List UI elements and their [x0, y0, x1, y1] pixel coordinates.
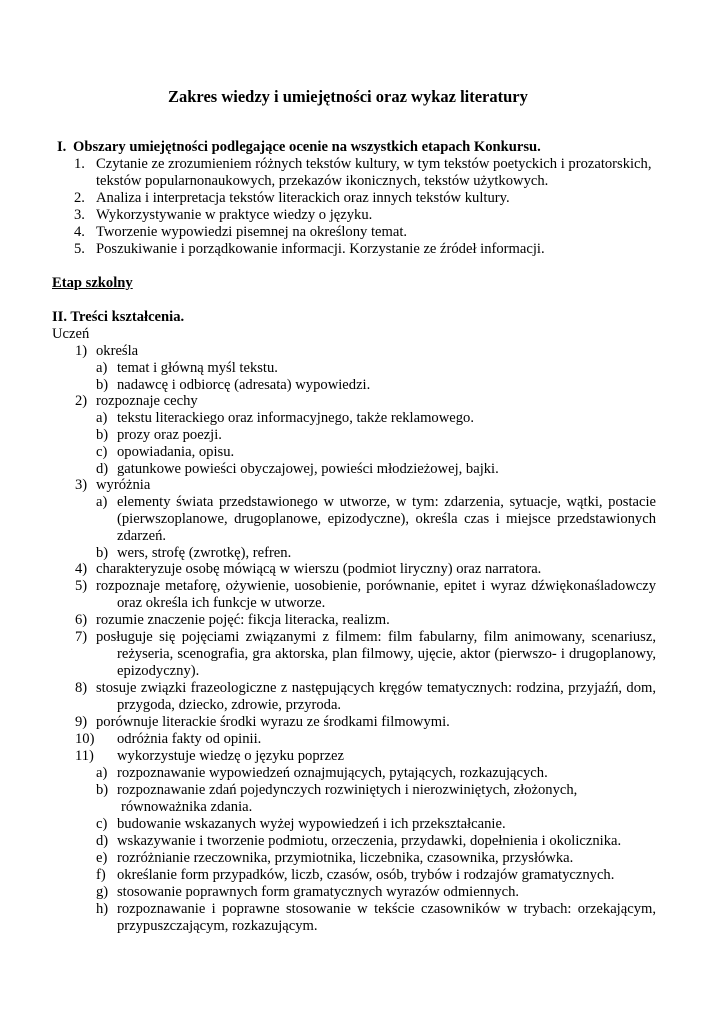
list-number: 4) [75, 561, 88, 577]
sublist-letter: a) [96, 410, 108, 426]
list-item: Czytanie ze zrozumieniem różnych tekstów kultury, w tym tekstów poetyckich i prozatorskich, [96, 156, 652, 172]
list-number: 6) [75, 612, 88, 628]
sublist-letter: b) [96, 377, 109, 393]
sublist-item: tekstu literackiego oraz informacyjnego, także reklamowego. [117, 410, 474, 426]
list-item-continued: reżyseria, scenografia, gra aktorska, plan filmowy, ujęcie, aktor (pierwszo- i drugoplanowy, [117, 646, 656, 662]
sublist-item: wskazywanie i tworzenie podmiotu, orzeczenia, przydawki, dopełnienia i okolicznika. [117, 833, 622, 849]
list-item: Poszukiwanie i porządkowanie informacji. Korzystanie ze źródeł informacji. [96, 241, 545, 257]
list-number: 10) [75, 731, 95, 747]
list-item-continued: epizodyczny). [117, 663, 200, 679]
list-number: 7) [75, 629, 88, 645]
list-item: stosuje związki frazeologiczne z następujących kręgów tematycznych: rodzina, przyjaźń, dom, [96, 680, 656, 696]
sublist-item: rozpoznawanie zdań pojedynczych rozwiniętych i nierozwiniętych, złożonych, [117, 782, 578, 798]
list-item: rozumie znaczenie pojęć: fikcja literacka, realizm. [96, 612, 390, 628]
sublist-item-continued: przypuszczającym, rozkazującym. [117, 918, 318, 934]
sublist-item: rozpoznawanie wypowiedzeń oznajmujących, pytających, rozkazujących. [117, 765, 548, 781]
list-number: 1) [75, 343, 88, 359]
sublist-item: nadawcę i odbiorcę (adresata) wypowiedzi. [117, 377, 371, 393]
list-number: 9) [75, 714, 88, 730]
list-item: wykorzystuje wiedzę o języku poprzez [117, 748, 344, 764]
list-item: wyróżnia [96, 477, 151, 493]
list-number: 3) [75, 477, 88, 493]
sublist-letter: d) [96, 461, 109, 477]
sublist-letter: b) [96, 545, 109, 561]
sublist-letter: b) [96, 782, 109, 798]
list-item-continued: przygoda, dziecko, zdrowie, przyroda. [117, 697, 342, 713]
sublist-letter: b) [96, 427, 109, 443]
sublist-item: budowanie wskazanych wyżej wypowiedzeń i ich przekształcanie. [117, 816, 506, 832]
list-item: rozpoznaje cechy [96, 393, 198, 409]
sublist-item: określanie form przypadków, liczb, czasów, osób, trybów i rodzajów gramatycznych. [117, 867, 615, 883]
sublist-item: temat i główną myśl tekstu. [117, 360, 278, 376]
list-item: porównuje literackie środki wyrazu ze środkami filmowymi. [96, 714, 450, 730]
sublist-letter: a) [96, 494, 108, 510]
list-number: 8) [75, 680, 88, 696]
list-item: Wykorzystywanie w praktyce wiedzy o języku. [96, 207, 373, 223]
section2-heading: II. Treści kształcenia. [52, 309, 185, 325]
list-number: 3. [74, 207, 85, 223]
sublist-item: rozróżnianie rzeczownika, przymiotnika, liczebnika, czasownika, przysłówka. [117, 850, 574, 866]
list-item: Tworzenie wypowiedzi pisemnej na określony temat. [96, 224, 408, 240]
list-number: 11) [75, 748, 94, 764]
list-number: 1. [74, 156, 85, 172]
sublist-letter: f) [96, 867, 106, 883]
sublist-letter: a) [96, 765, 108, 781]
list-number: 4. [74, 224, 85, 240]
section2-intro: Uczeń [52, 326, 90, 342]
sublist-item-continued: (pierwszoplanowe, drugoplanowe, epizodyczne), określa czas i miejsce przedstawionych [117, 511, 656, 527]
list-item: posługuje się pojęciami związanymi z filmem: film fabularny, film animowany, scenariusz, [96, 629, 656, 645]
list-item-continued: oraz określa ich funkcje w utworze. [117, 595, 326, 611]
list-item: odróżnia fakty od opinii. [117, 731, 262, 747]
list-number: 2. [74, 190, 85, 206]
sublist-item: rozpoznawanie i poprawne stosowanie w tekście czasowników w trybach: orzekającym, [117, 901, 656, 917]
sublist-item: gatunkowe powieści obyczajowej, powieści młodzieżowej, bajki. [117, 461, 499, 477]
sublist-item: elementy świata przedstawionego w utworze, w tym: zdarzenia, sytuacje, wątki, postacie [117, 494, 656, 510]
list-item-continued: tekstów popularnonaukowych, przekazów ikonicznych, tekstów użytkowych. [96, 173, 549, 189]
list-number: 5. [74, 241, 85, 257]
sublist-item: prozy oraz poezji. [117, 427, 222, 443]
sublist-letter: c) [96, 444, 108, 460]
sublist-letter: e) [96, 850, 108, 866]
page-title: Zakres wiedzy i umiejętności oraz wykaz literatury [168, 87, 528, 106]
list-item: charakteryzuje osobę mówiącą w wierszu (podmiot liryczny) oraz narratora. [96, 561, 542, 577]
list-number: 5) [75, 578, 88, 594]
list-number: 2) [75, 393, 88, 409]
sublist-letter: c) [96, 816, 108, 832]
list-item: rozpoznaje metaforę, ożywienie, uosobienie, porównanie, epitet i wyraz dźwiękonaśladowczy [96, 578, 656, 594]
sublist-item: wers, strofę (zwrotkę), refren. [117, 545, 292, 561]
section1-numeral: I. [57, 139, 67, 155]
section1-heading: Obszary umiejętności podlegające ocenie na wszystkich etapach Konkursu. [73, 139, 541, 155]
sublist-item-continued: zdarzeń. [117, 528, 167, 544]
sublist-letter: h) [96, 901, 109, 917]
sublist-item-continued: równoważnika zdania. [121, 799, 253, 815]
list-item: Analiza i interpretacja tekstów literackich oraz innych tekstów kultury. [96, 190, 510, 206]
stage-heading: Etap szkolny [52, 275, 133, 291]
sublist-letter: d) [96, 833, 109, 849]
list-item: określa [96, 343, 139, 359]
sublist-item: stosowanie poprawnych form gramatycznych wyrazów odmiennych. [117, 884, 520, 900]
sublist-letter: a) [96, 360, 108, 376]
sublist-letter: g) [96, 884, 109, 900]
sublist-item: opowiadania, opisu. [117, 444, 235, 460]
